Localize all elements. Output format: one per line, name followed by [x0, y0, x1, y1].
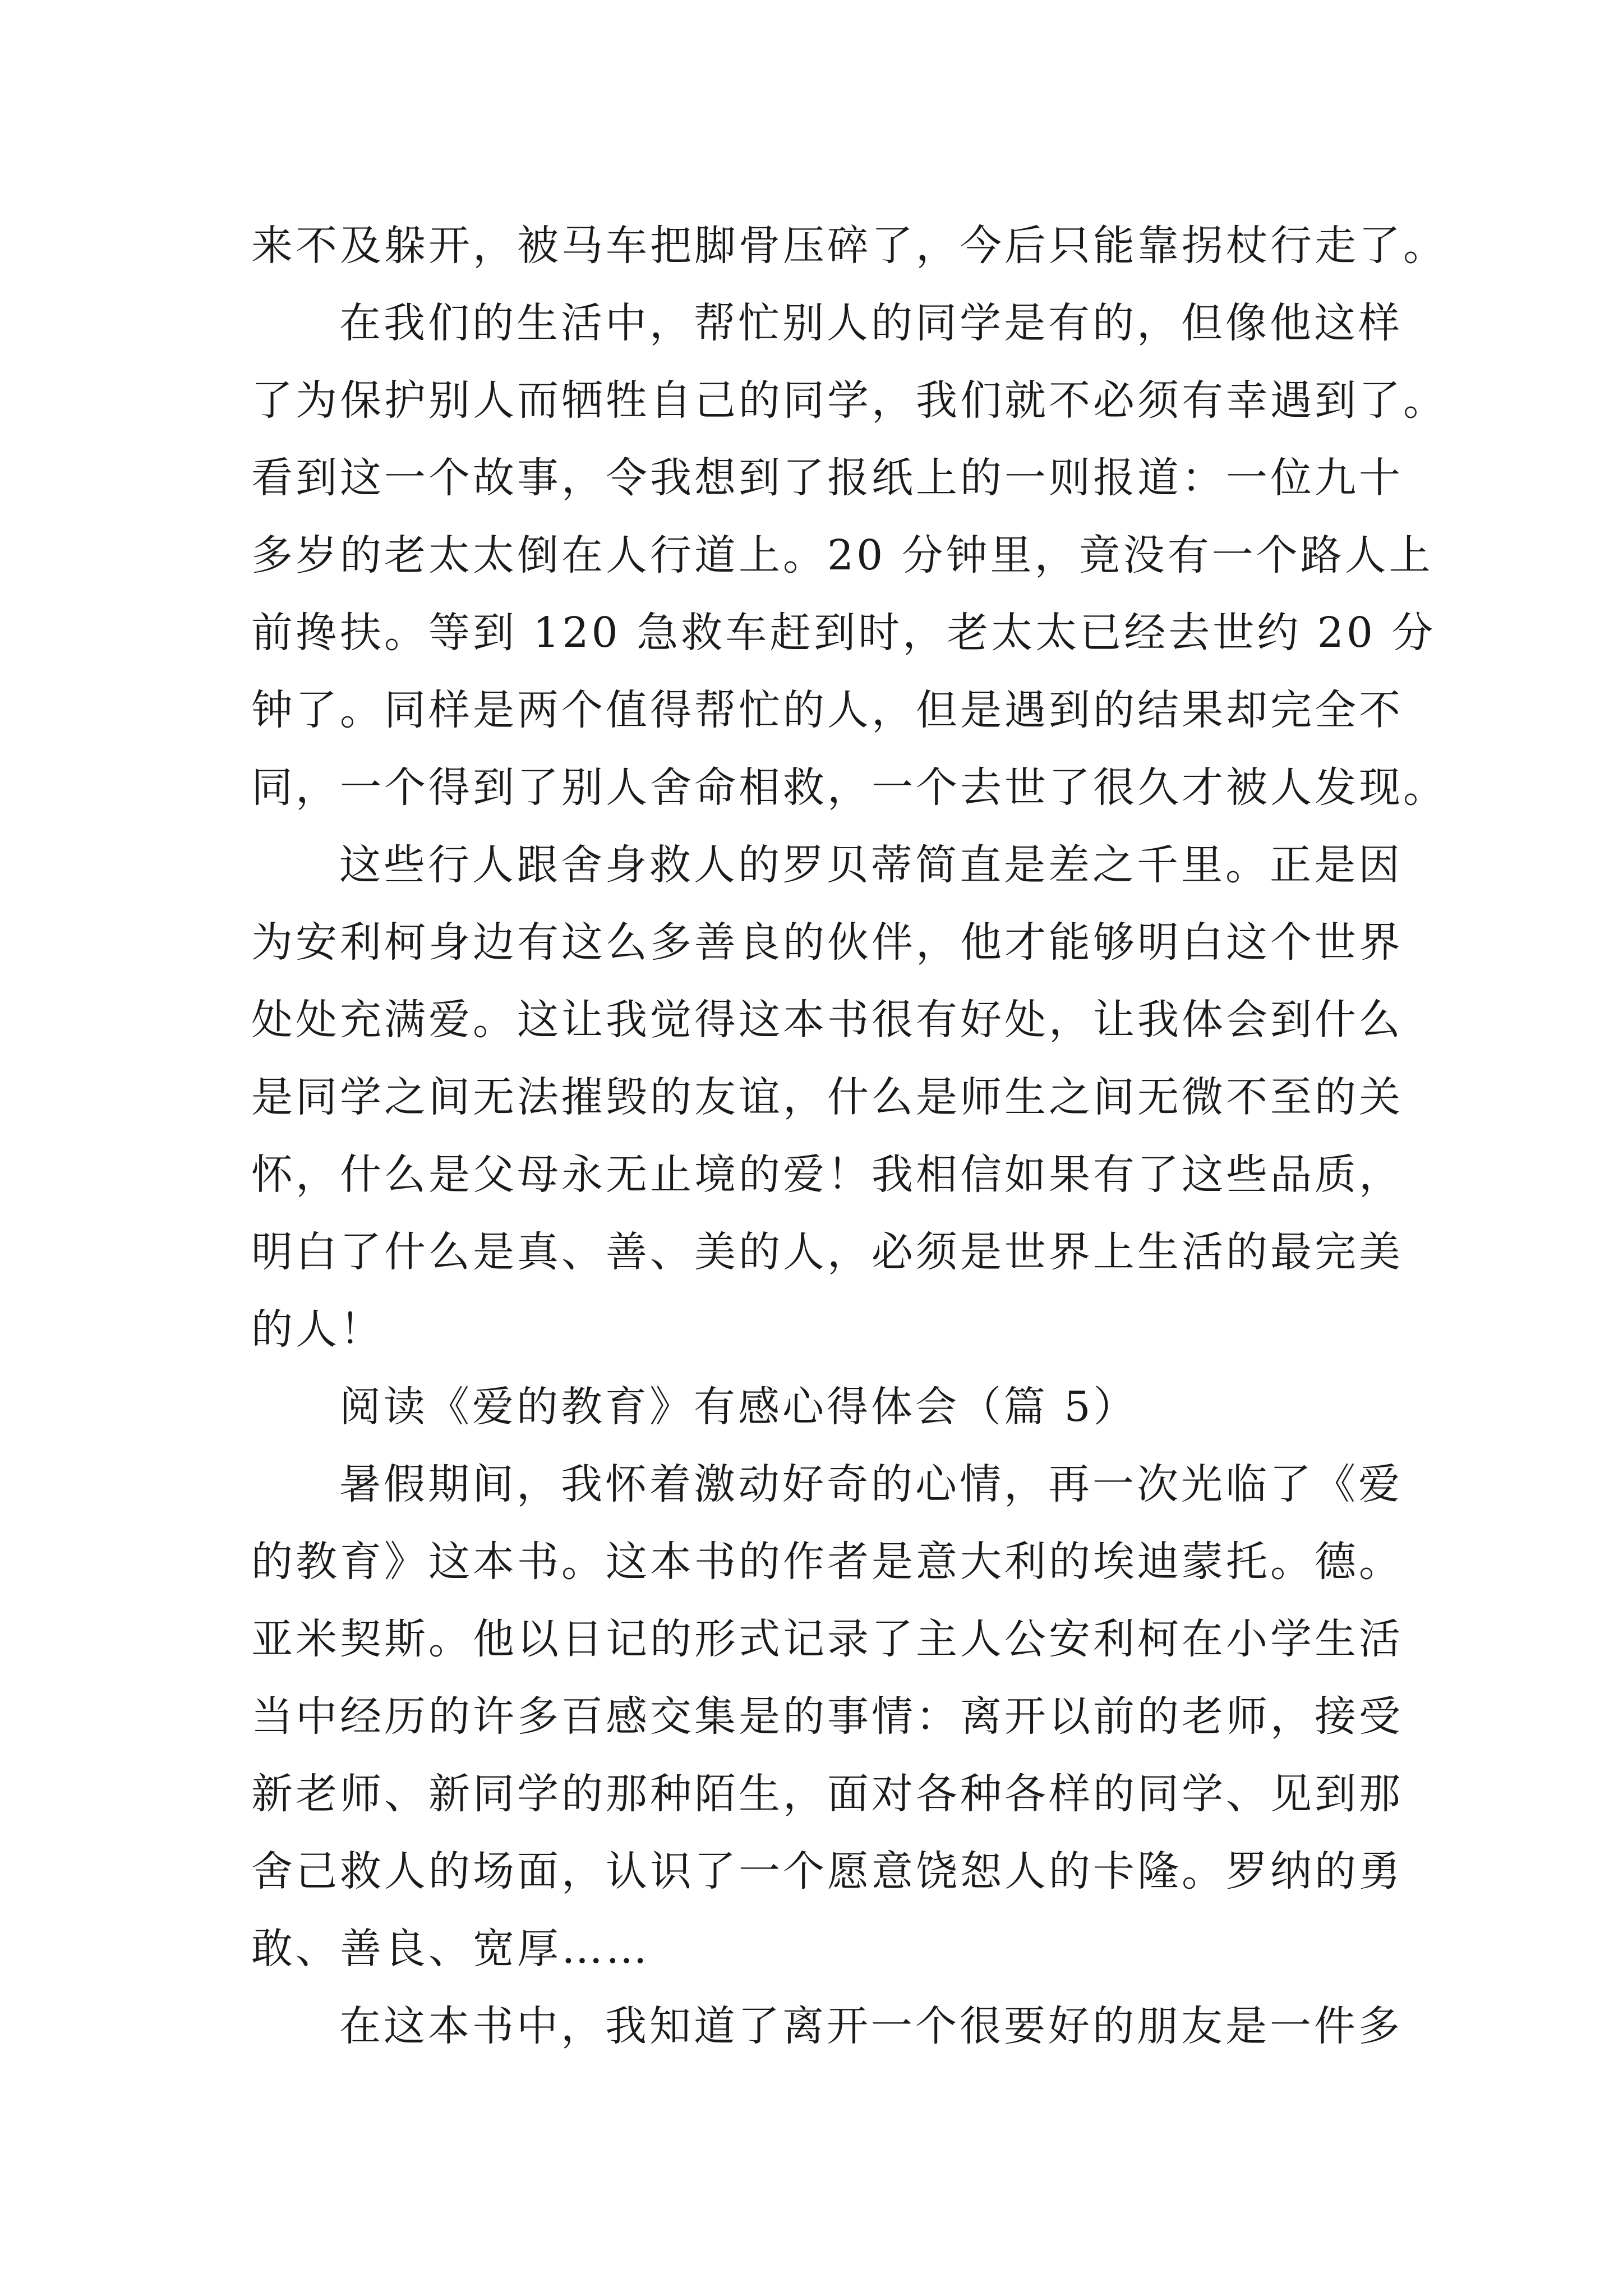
text-line: 当中经历的许多百感交集是的事情：离开以前的老师，接受 [251, 1692, 1403, 1741]
text-line: 在这本书中，我知道了离开一个很要好的朋友是一件多 [339, 2002, 1403, 2050]
text-line: 了为保护别人而牺牲自己的同学，我们就不必须有幸遇到了。 [251, 376, 1447, 425]
text-line: 敢、善良、宽厚…… [251, 1925, 650, 1973]
text-line: 是同学之间无法摧毁的友谊，什么是师生之间无微不至的关 [251, 1073, 1403, 1121]
text-line: 多岁的老太太倒在人行道上。20 分钟里，竟没有一个路人上 [251, 531, 1433, 579]
text-line: 的人！ [251, 1305, 384, 1354]
text-line: 暑假期间，我怀着激动好奇的心情，再一次光临了《爱 [339, 1460, 1403, 1508]
text-line: 为安利柯身边有这么多善良的伙伴，他才能够明白这个世界 [251, 918, 1403, 967]
text-line: 来不及躲开，被马车把脚骨压碎了，今后只能靠拐杖行走了。 [251, 222, 1447, 270]
text-line: 亚米契斯。他以日记的形式记录了主人公安利柯在小学生活 [251, 1615, 1403, 1663]
text-line: 这些行人跟舍身救人的罗贝蒂简直是差之千里。正是因 [339, 841, 1403, 889]
text-line: 同，一个得到了别人舍命相救，一个去世了很久才被人发现。 [251, 763, 1447, 812]
text-line: 明白了什么是真、善、美的人，必须是世界上生活的最完美 [251, 1228, 1403, 1276]
text-line: 舍己救人的场面，认识了一个愿意饶恕人的卡隆。罗纳的勇 [251, 1847, 1403, 1895]
section-heading: 阅读《爱的教育》有感心得体会（篇 5） [339, 1383, 1138, 1431]
text-line: 看到这一个故事，令我想到了报纸上的一则报道：一位九十 [251, 454, 1403, 502]
text-line: 处处充满爱。这让我觉得这本书很有好处，让我体会到什么 [251, 996, 1403, 1044]
text-line: 钟了。同样是两个值得帮忙的人，但是遇到的结果却完全不 [251, 686, 1403, 734]
text-line: 前搀扶。等到 120 急救车赶到时，老太太已经去世约 20 分 [251, 609, 1436, 657]
text-line: 新老师、新同学的那种陌生，面对各种各样的同学、见到那 [251, 1770, 1403, 1818]
text-line: 怀，什么是父母永无止境的爱！我相信如果有了这些品质， [251, 1151, 1403, 1199]
text-line: 的教育》这本书。这本书的作者是意大利的埃迪蒙托。德。 [251, 1538, 1403, 1586]
text-line: 在我们的生活中，帮忙别人的同学是有的，但像他这样 [339, 299, 1403, 347]
